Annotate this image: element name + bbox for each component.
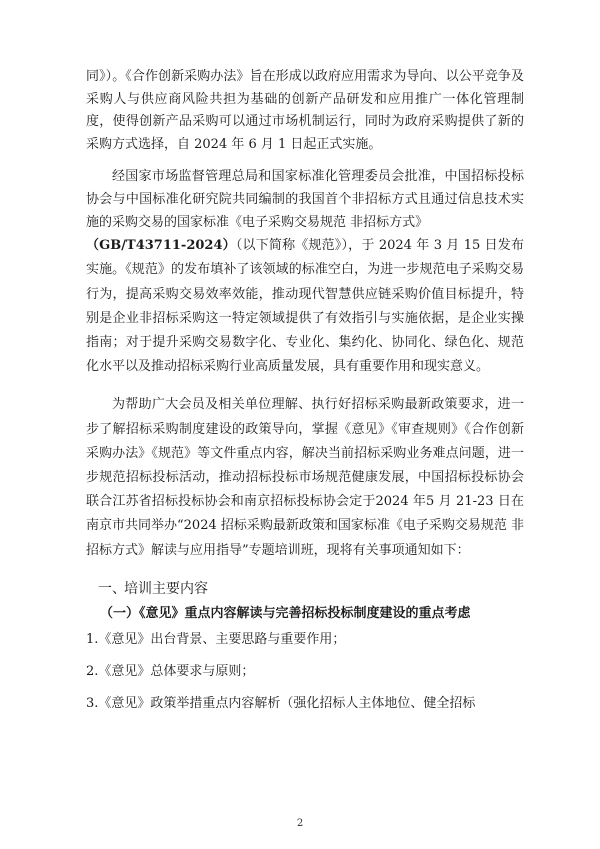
list-item: 2.《意见》总体要求与原则； [86, 663, 255, 679]
section-heading-training-content [98, 577, 524, 601]
subsection-heading-opinions: （一）《意见》重点内容解读与完善招标投标制度建设的重点考虑 [100, 605, 471, 621]
list-item: 1.《意见》出台背景、主要思路与重要作用； [86, 631, 346, 647]
page-body [86, 66, 524, 717]
paragraph-standard-intro: 经国家市场监督管理总局和国家标准化管理委员会批准，中国招标投标协会与中国标准化研究院共同编制的我国首个非招标方式且通过信息技术实施的采购交易的国家标准《电子采购交易规范 非招标方式》 [86, 169, 524, 230]
paragraph-cooperative-procurement: 同》）。《合作创新采购办法》旨在形成以政府应用需求为导向、以公平竞争及采购人与供应商风险共担为基础的创新产品研发和应用推广一体化管理制度，使得创新产品采购可以通过市场机制运行，同时为政府采购提供了新的采购方式选择，自 2024 年 6 月 1 日起正式实施。 [86, 69, 524, 152]
paragraph-standard-detail [86, 234, 524, 379]
page-number: 2 [296, 818, 304, 829]
section-number: 一、 [98, 580, 126, 597]
section-title: 培训主要内容 [124, 580, 208, 597]
standard-code: （GB/T43711-2024） [86, 238, 236, 254]
paragraph-training-purpose: 为帮助广大会员及相关单位理解、执行好招标采购最新政策要求，进一步了解招标采购制度建设的政策导向，掌握《意见》《审查规则》《合作创新采购办法》《规范》等文件重点内容，解决当前招标采购业务难点问题，进一步规范招标投标活动，推动招标投标市场规范健康发展，中国招标投标协会联合江苏省招标投标协会和南京招标投标协会定于2024 年5 月 21-23 日在南京市共同举办“2024 招标采购最新政策和国家标准《电子采购交易规范 非招标方式》解读与应用指导”专题培训班，现将有关事项通知如下： [86, 397, 524, 558]
list-item: 3.《意见》政策举措重点内容解析（强化招标人主体地位、健全招标 [86, 695, 476, 711]
standard-detail-text: （以下简称《规范》），于 2024 年 3 月 15 日发布实施。《规范》的发布填补了该领域的标准空白，为进一步规范电子采购交易行为，提高采购交易效率效能，推动现代智慧供应链采购价值目标提升，特别是企业非招标采购这一特定领域提供了有效指引与实施依据，是企业实操指南；对于提升采购交易数字化、专业化、集约化、协同化、绿色化、规范化水平以及推动招标采购行业高质量发展，具有重要作用和现实意义。 [86, 238, 524, 375]
